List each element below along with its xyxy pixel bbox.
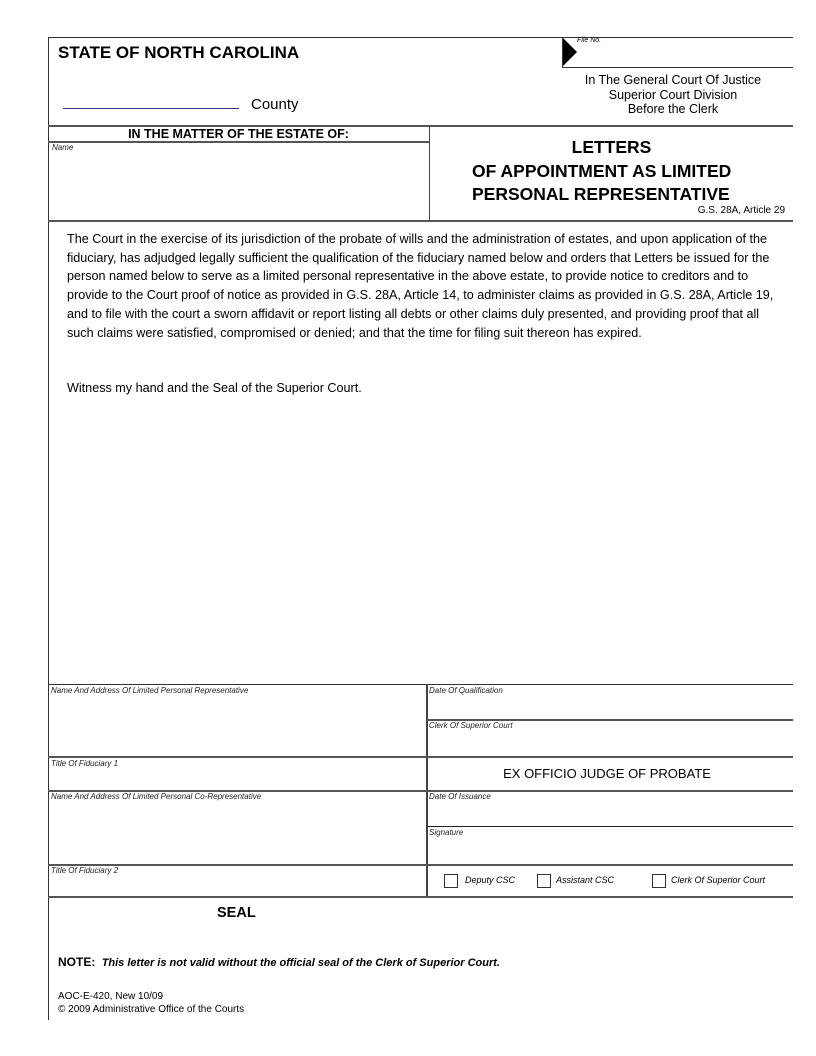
divider [562,67,793,68]
title-line: OF APPOINTMENT AS LIMITED [472,161,732,181]
state-heading: STATE OF NORTH CAROLINA [58,43,300,62]
seal-label: SEAL [217,905,256,921]
body-paragraph: The Court in the exercise of its jurisdiction of the probate of wills and the administration of estates, and upon application of the fiduciary, has adjudged legally sufficient the qualification of the fiduciary named below and orders that Letters be issued for the person named below to serve as a limited personal representative in the above estate, to provide notice to creditors and to provide to the Court proof of notice as provided in G.S. 28A, Article 14, to administer claims as provided in G.S. 28A, Article 19, and to file with the court a sworn affidavit or report listing all debts or other claims duly presented, and providing proof that all such claims were satisfied, compromised or denied; and that the time for filing suit thereon has expired. [67,232,774,340]
date-issuance-label: Date Of Issuance [429,792,491,801]
title-fiduciary-1-input[interactable] [50,768,424,789]
county-label: County [251,96,299,113]
note-label: NOTE: [58,955,96,969]
divider [427,826,793,827]
divider [48,684,793,685]
form-footer [58,990,244,1016]
estate-name-input[interactable] [50,152,428,218]
form-title-cont [472,160,731,206]
file-no-label: File No. [577,37,602,44]
corep-name-label: Name And Address Of Limited Personal Co-Representative [51,792,262,801]
divider [48,896,793,898]
title-fiduciary-1-label: Title Of Fiduciary 1 [51,759,119,768]
divider [48,37,49,1020]
arrow-icon [563,38,577,66]
divider [48,37,562,38]
title-fiduciary-2-input[interactable] [50,875,424,895]
assistant-csc-checkbox[interactable] [537,874,551,888]
estate-heading: IN THE MATTER OF THE ESTATE OF: [128,127,349,141]
note [58,955,500,969]
name-label: Name [52,143,74,152]
witness-text: Witness my hand and the Seal of the Superior Court. [67,381,362,396]
title-line: PERSONAL REPRESENTATIVE [472,184,730,204]
clerk-input[interactable] [430,731,792,755]
corep-name-input[interactable] [50,802,424,862]
body-text [67,230,783,398]
rep-name-label: Name And Address Of Limited Personal Representative [51,686,249,695]
copyright: © 2009 Administrative Office of the Courts [58,1004,245,1015]
divider [48,864,793,866]
court-line: Superior Court Division [608,87,738,102]
ex-officio-label: EX OFFICIO JUDGE OF PROBATE [503,766,711,781]
signature-input[interactable] [430,838,792,863]
assistant-csc-label: Assistant CSC [556,875,615,885]
clerk-superior-court-checkbox[interactable] [652,874,666,888]
court-line: Before the Clerk [627,102,719,116]
clerk-label: Clerk Of Superior Court [429,721,513,730]
county-input[interactable] [63,108,239,109]
file-no-input[interactable] [578,46,792,66]
court-line: In The General Court Of Justice [584,73,762,87]
divider [48,141,430,143]
title-line: LETTERS [571,137,652,157]
statute-ref: G.S. 28A, Article 29 [697,205,785,216]
rep-name-input[interactable] [50,696,424,754]
clerk-superior-court-cb-label: Clerk Of Superior Court [671,875,766,885]
form-id: AOC-E-420, New 10/09 [58,991,164,1002]
date-qualification-input[interactable] [430,696,792,718]
court-info [562,73,784,117]
divider [48,756,793,758]
signature-label: Signature [429,828,464,837]
title-fiduciary-2-label: Title Of Fiduciary 2 [51,866,119,875]
date-qualification-label: Date Of Qualification [429,686,503,695]
divider [48,220,793,222]
deputy-csc-checkbox[interactable] [444,874,458,888]
note-text: This letter is not valid without the official seal of the Clerk of Superior Court. [101,957,500,969]
form-title [430,136,793,159]
deputy-csc-label: Deputy CSC [465,875,516,885]
date-issuance-input[interactable] [430,802,792,824]
